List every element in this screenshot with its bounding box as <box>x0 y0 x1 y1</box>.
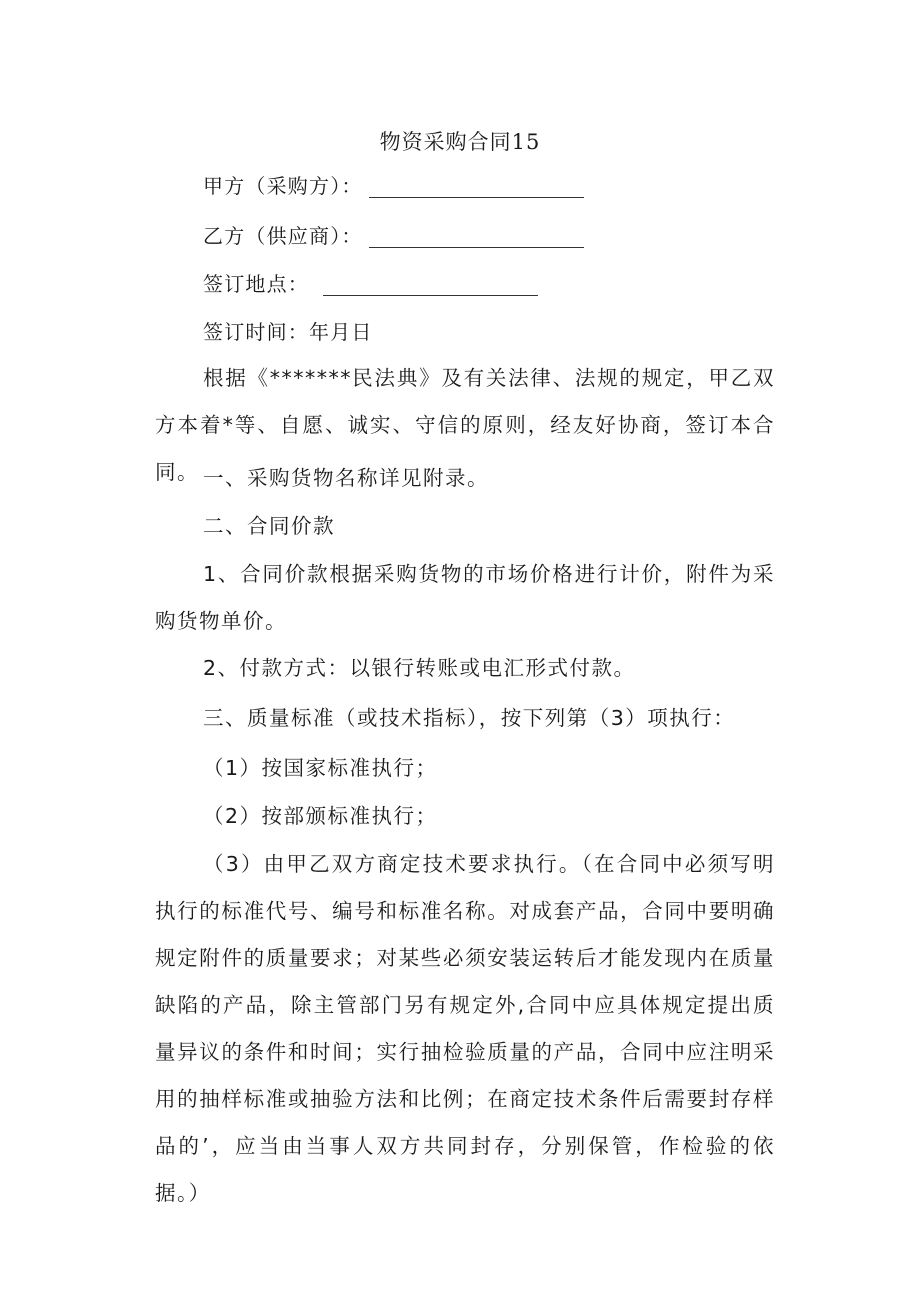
party-b-label: 乙方（供应商）： <box>203 224 363 248</box>
party-a-label: 甲方（采购方）： <box>203 174 363 198</box>
paragraph-preamble: 根据《*******民法典》及有关法律、法规的规定，甲乙双方本着*等、自愿、诚实、守信的原则，经友好协商，签订本合同。 <box>155 366 775 484</box>
paragraph-option-3: （3）由甲乙双方商定技术要求执行。（在合同中必须写明执行的标准代号、编号和标准名称。对成套产品，合同中要明确规定附件的质量要求；对某些必须安装运转后才能发现内在质量缺陷的产品，除主管部门另有规定外,合同中应具体规定提出质量异议的条件和时间；实行抽检验质量的产品，合同中应注明采用的抽样标准或抽验方法和比例；在商定技术条件后需要封存样品的’，应当由当事人双方共同封存，分别保管，作检验的依据。） <box>155 852 775 1205</box>
party-b-blank[interactable] <box>369 227 584 248</box>
paragraph-payment: 2、付款方式：以银行转账或电汇形式付款。 <box>203 656 636 680</box>
paragraph-section-3: 三、质量标准（或技术指标），按下列第（3）项执行： <box>203 706 736 730</box>
party-b-field <box>203 222 584 250</box>
signing-time-field <box>203 318 373 346</box>
party-a-field <box>203 172 584 200</box>
signing-place-label: 签订地点： <box>203 272 309 296</box>
signing-place-blank[interactable] <box>323 275 538 296</box>
document-title: 物资采购合同15 <box>379 130 541 154</box>
paragraph-price: 1、合同价款根据采购货物的市场价格进行计价，附件为采购货物单价。 <box>155 562 775 633</box>
paragraph-section-1: 一、采购货物名称详见附录。 <box>203 466 489 490</box>
party-a-blank[interactable] <box>369 177 584 198</box>
signing-place-field <box>203 270 538 298</box>
signing-time-label: 签订时间：年月日 <box>203 320 373 344</box>
paragraph-option-1: （1）按国家标准执行； <box>203 756 438 780</box>
paragraph-option-2: （2）按部颁标准执行； <box>203 804 438 828</box>
paragraph-section-2: 二、合同价款 <box>203 514 335 538</box>
